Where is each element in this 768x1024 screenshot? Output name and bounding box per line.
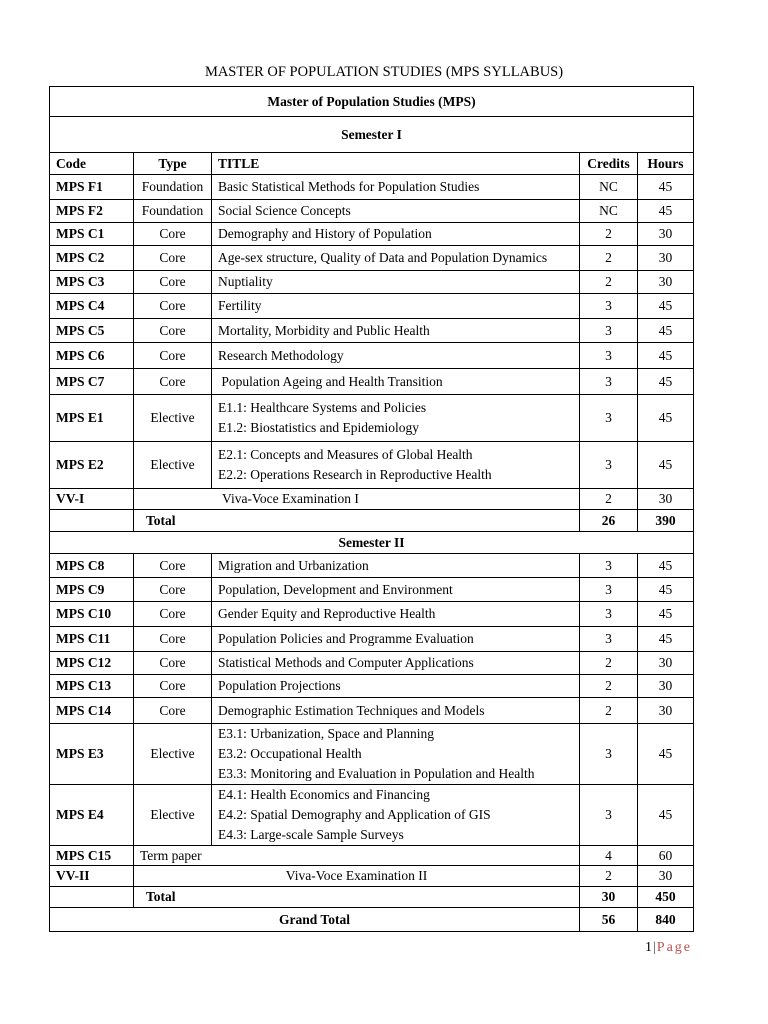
- course-credits: 3: [580, 343, 638, 369]
- course-row: [50, 223, 694, 246]
- total-hours: 390: [638, 510, 694, 532]
- course-type: Core: [134, 554, 212, 578]
- course-title-line: E2.2: Operations Research in Reproductive Health: [218, 467, 492, 482]
- course-hours: 30: [638, 271, 694, 294]
- course-title-line: E3.1: Urbanization, Space and Planning: [218, 726, 434, 741]
- course-title-line: Migration and Urbanization: [218, 557, 369, 573]
- course-title-line: E1.1: Healthcare Systems and Policies: [218, 400, 427, 415]
- course-title-line: Social Science Concepts: [218, 203, 351, 218]
- course-row: [50, 785, 694, 846]
- course-row: [50, 675, 694, 698]
- course-type: Elective: [134, 442, 212, 489]
- course-type: Elective: [134, 395, 212, 442]
- course-title-line: Population, Development and Environment: [218, 581, 453, 597]
- course-hours: 45: [638, 294, 694, 319]
- course-title-line: Demography and History of Population: [218, 226, 432, 241]
- course-type: Core: [134, 698, 212, 724]
- course-credits: 3: [580, 442, 638, 489]
- course-credits: 3: [580, 554, 638, 578]
- course-title-line: Population Ageing and Health Transition: [218, 373, 443, 389]
- course-title-line: E2.1: Concepts and Measures of Global Health: [218, 447, 473, 462]
- col-header-code: Code: [50, 153, 134, 175]
- course-type: Elective: [134, 785, 212, 846]
- page-label: Page: [656, 940, 692, 955]
- total-hours: 450: [638, 887, 694, 908]
- course-type: Core: [134, 627, 212, 652]
- total-label: Total: [134, 887, 580, 908]
- course-hours: 45: [638, 602, 694, 627]
- course-type: Core: [134, 271, 212, 294]
- course-code: MPS C11: [50, 627, 134, 652]
- course-title: [212, 554, 580, 578]
- course-code: MPS E1: [50, 395, 134, 442]
- course-code: MPS C8: [50, 554, 134, 578]
- course-hours: 45: [638, 578, 694, 602]
- course-title: [212, 627, 580, 652]
- col-header-title: TITLE: [212, 153, 580, 175]
- course-hours: 30: [638, 698, 694, 724]
- course-hours: 45: [638, 627, 694, 652]
- course-title: [212, 602, 580, 627]
- course-hours: 30: [638, 652, 694, 675]
- course-type: Elective: [134, 724, 212, 785]
- syllabus-table: [49, 86, 694, 932]
- course-code: MPS C14: [50, 698, 134, 724]
- course-credits: 2: [580, 652, 638, 675]
- course-credits: 3: [580, 395, 638, 442]
- course-title-line: E3.3: Monitoring and Evaluation in Population and Health: [218, 766, 535, 781]
- course-type: Core: [134, 294, 212, 319]
- course-title-line: E3.2: Occupational Health: [218, 746, 362, 761]
- course-row: [50, 627, 694, 652]
- semester-2-total-row: [50, 887, 694, 908]
- course-hours: 30: [638, 866, 694, 887]
- table-heading: Master of Population Studies (MPS): [50, 87, 694, 117]
- course-code: MPS C4: [50, 294, 134, 319]
- grand-total-row: [50, 908, 694, 932]
- course-code: MPS C7: [50, 369, 134, 395]
- course-credits: 3: [580, 602, 638, 627]
- semester-1-heading: Semester I: [50, 117, 694, 153]
- semester-1-total-row: [50, 510, 694, 532]
- course-row: [50, 395, 694, 442]
- page-footer: [645, 940, 692, 956]
- course-credits: 2: [580, 271, 638, 294]
- course-credits: 2: [580, 675, 638, 698]
- course-code: MPS E4: [50, 785, 134, 846]
- course-title-line: Population Projections: [218, 678, 341, 693]
- semester-1-row: [50, 117, 694, 153]
- course-credits: NC: [580, 175, 638, 200]
- course-hours: 45: [638, 319, 694, 343]
- course-hours: 45: [638, 554, 694, 578]
- course-hours: 45: [638, 442, 694, 489]
- course-credits: NC: [580, 200, 638, 223]
- course-type: Core: [134, 223, 212, 246]
- col-header-hours: Hours: [638, 153, 694, 175]
- course-type: Core: [134, 578, 212, 602]
- course-credits: 2: [580, 698, 638, 724]
- course-code: MPS C15: [50, 846, 134, 866]
- course-row: [50, 652, 694, 675]
- course-title: [212, 578, 580, 602]
- course-code: MPS E2: [50, 442, 134, 489]
- course-title: [212, 442, 580, 489]
- course-credits: 3: [580, 724, 638, 785]
- course-type: Core: [134, 319, 212, 343]
- course-hours: 30: [638, 675, 694, 698]
- course-code: VV-I: [50, 489, 134, 510]
- course-type: Foundation: [134, 175, 212, 200]
- course-credits: 2: [580, 246, 638, 271]
- course-type: Core: [134, 343, 212, 369]
- course-credits: 2: [580, 866, 638, 887]
- course-title-line: Basic Statistical Methods for Population Studies: [218, 179, 480, 194]
- course-hours: 45: [638, 724, 694, 785]
- course-credits: 3: [580, 294, 638, 319]
- course-row: [50, 369, 694, 395]
- course-title: [212, 675, 580, 698]
- course-type: Foundation: [134, 200, 212, 223]
- course-credits: 3: [580, 319, 638, 343]
- course-credits: 3: [580, 369, 638, 395]
- course-title: [212, 246, 580, 271]
- course-title-line: Statistical Methods and Computer Applications: [218, 655, 474, 670]
- course-title: [212, 200, 580, 223]
- course-hours: 60: [638, 846, 694, 866]
- column-header-row: [50, 153, 694, 175]
- course-credits: 4: [580, 846, 638, 866]
- course-title-line: E4.1: Health Economics and Financing: [218, 787, 430, 802]
- viva-voce-1-row: [50, 489, 694, 510]
- course-hours: 45: [638, 200, 694, 223]
- course-code: MPS F1: [50, 175, 134, 200]
- course-type: Core: [134, 246, 212, 271]
- course-type: Term paper: [134, 846, 580, 866]
- course-code: MPS C12: [50, 652, 134, 675]
- total-credits: 26: [580, 510, 638, 532]
- term-paper-row: [50, 846, 694, 866]
- course-credits: 2: [580, 223, 638, 246]
- course-title-line: Nuptiality: [218, 274, 273, 289]
- course-row: [50, 294, 694, 319]
- course-title: Viva-Voce Examination I: [134, 489, 580, 510]
- course-type: Core: [134, 652, 212, 675]
- course-title: [212, 319, 580, 343]
- course-hours: 45: [638, 369, 694, 395]
- course-code: MPS C9: [50, 578, 134, 602]
- course-hours: 30: [638, 246, 694, 271]
- semester-2-heading: Semester II: [50, 532, 694, 554]
- page-separator: |: [652, 940, 657, 955]
- course-code: MPS C10: [50, 602, 134, 627]
- course-code: MPS C2: [50, 246, 134, 271]
- course-hours: 45: [638, 343, 694, 369]
- course-title-line: Mortality, Morbidity and Public Health: [218, 322, 430, 338]
- course-credits: 3: [580, 785, 638, 846]
- course-row: [50, 343, 694, 369]
- course-code: MPS C3: [50, 271, 134, 294]
- course-hours: 45: [638, 395, 694, 442]
- course-row: [50, 578, 694, 602]
- course-title-line: Age-sex structure, Quality of Data and Population Dynamics: [218, 250, 548, 265]
- course-hours: 45: [638, 175, 694, 200]
- grand-total-label: Grand Total: [50, 908, 580, 932]
- course-type: Core: [134, 675, 212, 698]
- course-row: [50, 554, 694, 578]
- grand-total-hours: 840: [638, 908, 694, 932]
- course-credits: 3: [580, 578, 638, 602]
- course-row: [50, 271, 694, 294]
- course-row: [50, 698, 694, 724]
- course-row: [50, 200, 694, 223]
- course-type: Core: [134, 369, 212, 395]
- course-title: [212, 395, 580, 442]
- course-row: [50, 175, 694, 200]
- course-hours: 30: [638, 223, 694, 246]
- table-heading-row: [50, 87, 694, 117]
- course-title-line: Population Policies and Programme Evaluation: [218, 631, 474, 646]
- course-code: MPS C6: [50, 343, 134, 369]
- course-title-line: E4.2: Spatial Demography and Application of GIS: [218, 807, 491, 822]
- course-title-line: Gender Equity and Reproductive Health: [218, 606, 436, 621]
- course-title: [212, 223, 580, 246]
- course-title: [212, 724, 580, 785]
- course-title-line: Fertility: [218, 298, 262, 313]
- viva-voce-2-row: [50, 866, 694, 887]
- course-title: Viva-Voce Examination II: [134, 866, 580, 887]
- course-row: [50, 319, 694, 343]
- course-code: MPS F2: [50, 200, 134, 223]
- course-title-line: E4.3: Large-scale Sample Surveys: [218, 827, 404, 842]
- semester-2-row: [50, 532, 694, 554]
- course-title: [212, 698, 580, 724]
- col-header-type: Type: [134, 153, 212, 175]
- course-code: MPS C1: [50, 223, 134, 246]
- course-code: VV-II: [50, 866, 134, 887]
- course-hours: 45: [638, 785, 694, 846]
- empty-cell: [50, 887, 134, 908]
- empty-cell: [50, 510, 134, 532]
- course-title: [212, 294, 580, 319]
- course-row: [50, 246, 694, 271]
- course-row: [50, 602, 694, 627]
- course-row: [50, 442, 694, 489]
- course-code: MPS C13: [50, 675, 134, 698]
- total-label: Total: [134, 510, 580, 532]
- course-title: [212, 175, 580, 200]
- course-title: [212, 785, 580, 846]
- course-code: MPS C5: [50, 319, 134, 343]
- grand-total-credits: 56: [580, 908, 638, 932]
- page-title: MASTER OF POPULATION STUDIES (MPS SYLLABUS): [204, 64, 564, 80]
- total-credits: 30: [580, 887, 638, 908]
- course-title: [212, 369, 580, 395]
- course-type: Core: [134, 602, 212, 627]
- course-credits: 2: [580, 489, 638, 510]
- course-row: [50, 724, 694, 785]
- course-title: [212, 652, 580, 675]
- course-title: [212, 271, 580, 294]
- col-header-credits: Credits: [580, 153, 638, 175]
- course-credits: 3: [580, 627, 638, 652]
- course-title: [212, 343, 580, 369]
- page-number: 1: [644, 940, 653, 955]
- course-title-line: Research Methodology: [218, 347, 344, 363]
- course-title-line: E1.2: Biostatistics and Epidemiology: [218, 420, 419, 435]
- course-hours: 30: [638, 489, 694, 510]
- course-code: MPS E3: [50, 724, 134, 785]
- course-title-line: Demographic Estimation Techniques and Models: [218, 702, 485, 718]
